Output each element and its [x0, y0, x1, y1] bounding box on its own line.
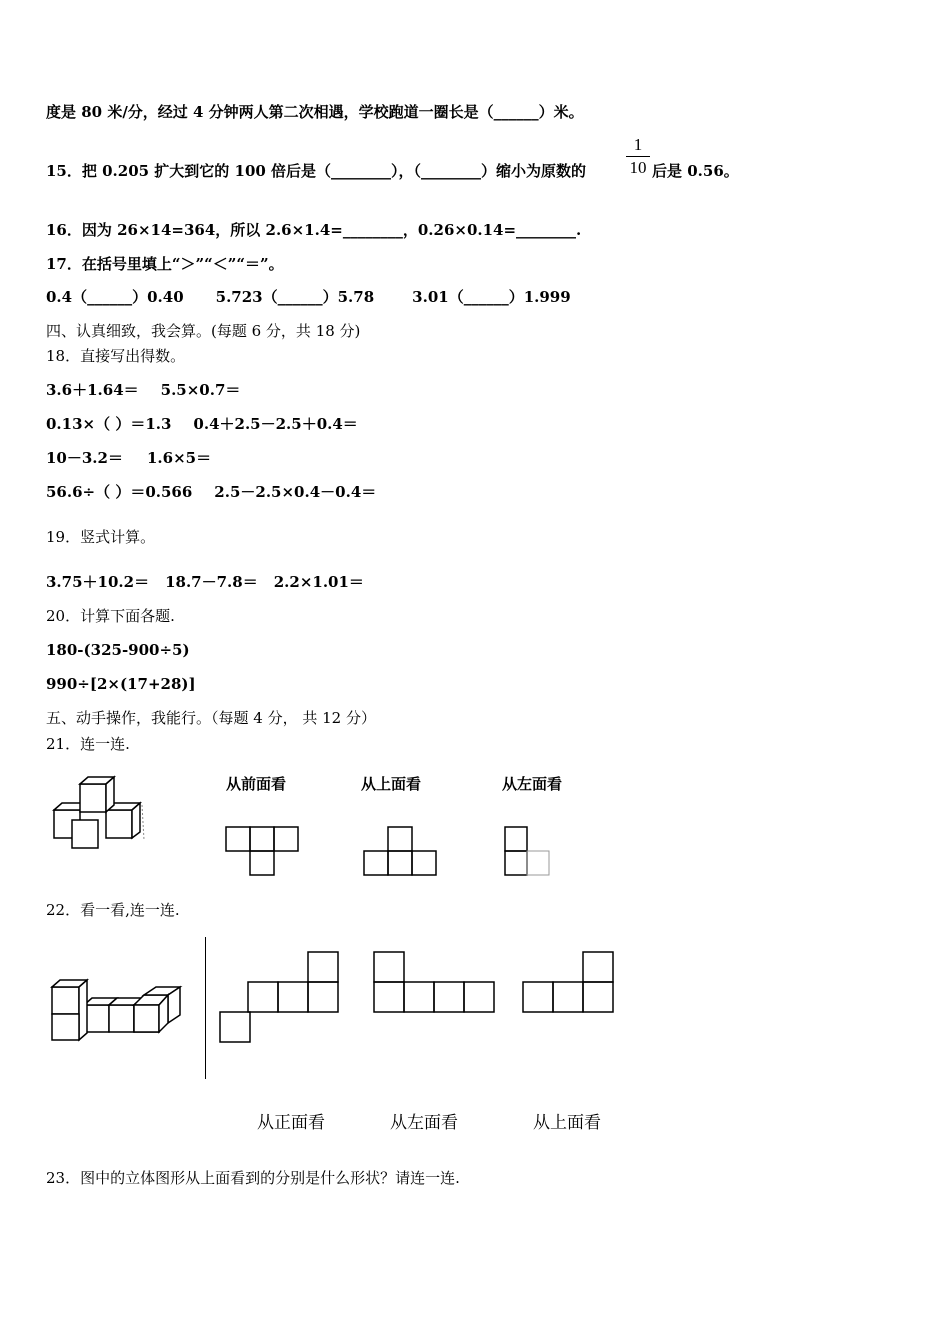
q22-label-front: 从正面看 [257, 1113, 325, 1133]
q20-item-1: 180-(325-900÷5) [46, 641, 190, 659]
q21-text: 21．连一连. [46, 735, 130, 753]
q21-view-left [503, 825, 558, 880]
q19-items [46, 572, 364, 592]
fraction-numerator: 1 [633, 135, 643, 154]
fraction-denominator: 10 [629, 158, 647, 177]
q18-4b: 2.5－2.5×0.4－0.4＝ [214, 483, 377, 501]
q18-2b: 0.4＋2.5－2.5＋0.4＝ [193, 415, 358, 433]
q19-item-2: 18.7－7.8＝ [165, 573, 258, 591]
q18-3b: 1.6×5＝ [146, 449, 212, 467]
q18-2a: 0.13×（ ）＝1.3 [46, 415, 172, 433]
q22-view-option-1 [218, 950, 343, 1045]
q18-row-2 [46, 414, 358, 434]
q18-row-1 [46, 380, 240, 400]
q19-item-1: 3.75＋10.2＝ [46, 573, 150, 591]
q21-label-front: 从前面看 [226, 775, 287, 793]
q22-solid-figure [48, 975, 188, 1045]
q16-text: 16．因为 26×14=364，所以 2.6×1.4=________，0.26×0.14=________. [46, 221, 582, 239]
q18-4a: 56.6÷（ ）＝0.566 [46, 483, 193, 501]
q18-1a: 3.6＋1.64＝ [46, 381, 139, 399]
fraction-one-tenth [626, 136, 650, 177]
q19-text: 19．竖式计算。 [46, 528, 156, 546]
q22-label-left: 从左面看 [390, 1113, 458, 1133]
q20-item-2: 990÷[2×(17+28)] [46, 675, 196, 693]
q17-items [46, 287, 571, 307]
q18-text: 18．直接写出得数。 [46, 347, 186, 365]
fraction-bar [626, 156, 650, 157]
q22-text: 22．看一看,连一连. [46, 901, 180, 919]
q17-text: 17．在括号里填上“＞”“＜”“＝”。 [46, 255, 284, 273]
q19-item-3: 2.2×1.01＝ [273, 573, 364, 591]
q17-item-3: 3.01（______）1.999 [412, 288, 571, 306]
q18-1b: 5.5×0.7＝ [160, 381, 241, 399]
q21-view-top [362, 825, 442, 880]
section-4-heading: 四、认真细致，我会算。(每题 6 分，共 18 分) [46, 322, 361, 340]
q15-text-part2: 后是 0.56。 [652, 162, 739, 180]
q21-solid-figure [50, 770, 150, 854]
q18-3a: 10－3.2＝ [46, 449, 123, 467]
q22-view-option-2 [372, 950, 497, 1015]
q17-item-1: 0.4（______）0.40 [46, 288, 184, 306]
q18-row-4 [46, 482, 376, 502]
q21-label-top: 从上面看 [361, 775, 422, 793]
q20-text: 20．计算下面各题. [46, 607, 175, 625]
q15-text-part1: 15．把 0.205 扩大到它的 100 倍后是（________），（________）缩小为原数的 [46, 162, 587, 180]
q18-row-3 [46, 448, 211, 468]
q22-label-top: 从上面看 [533, 1113, 601, 1133]
q17-item-2: 5.723（______）5.78 [215, 288, 375, 306]
q23-text: 23．图中的立体图形从上面看到的分别是什么形状？请连一连. [46, 1169, 460, 1187]
q21-label-left: 从左面看 [502, 775, 563, 793]
q21-view-front [224, 825, 304, 880]
q15-text [46, 161, 586, 181]
q14-continuation: 度是 80 米/分，经过 4 分钟两人第二次相遇，学校跑道一圈长是（______）米。 [46, 103, 584, 121]
q22-divider [205, 937, 206, 1079]
q22-view-option-3 [521, 950, 616, 1015]
section-5-heading: 五、动手操作，我能行。（每题 4 分， 共 12 分） [46, 709, 376, 727]
